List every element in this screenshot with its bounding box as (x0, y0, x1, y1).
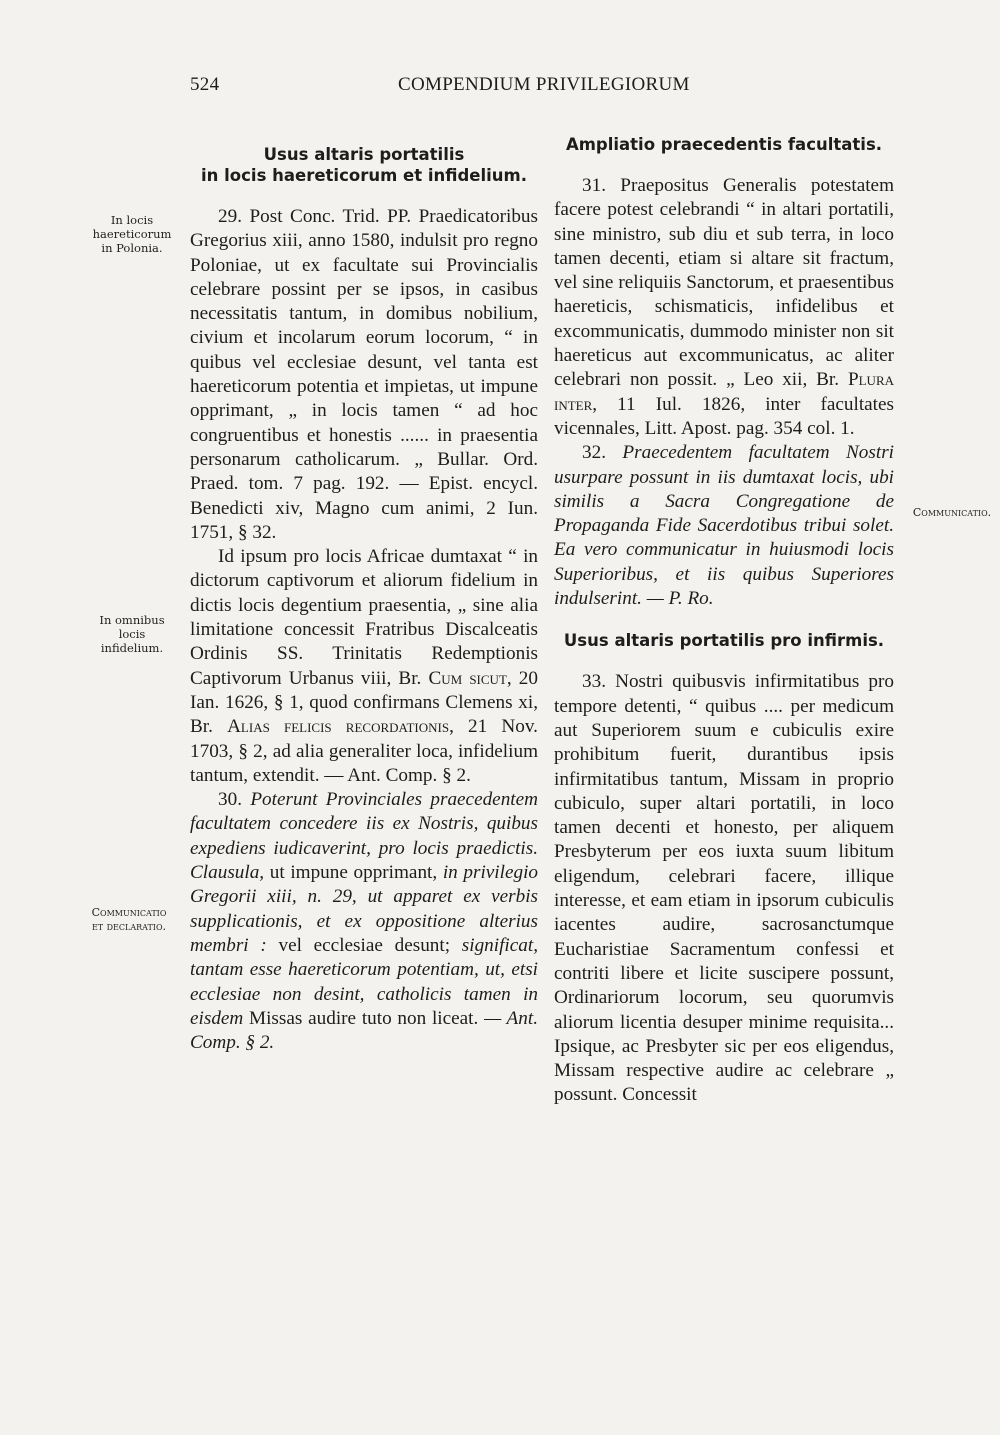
margin-note-infidelium: In omnibus locis infidelium. (99, 613, 165, 655)
margin-note-polonia: In locis haereticorum in Polonia. (92, 213, 172, 255)
paragraph-30: 30. Poterunt Provinciales praecedentem facultatem concedere iis ex Nostris, quibus expediens iudicaverint, pro locis praedictis. Clausula, ut impune opprimant, in privilegio Gregorii xiii, n. 29, ut apparet ex verbis supplicationis, et ex oppositione alterius membri : vel ecclesiae desunt; significat, tantam esse haereticorum potentiam, ut, etsi ecclesiae non desint, catholicis tamen in eisdem Missas audire tuto non liceat. — Ant. Comp. § 2. (190, 789, 538, 1054)
paragraph-id-ipsum: Id ipsum pro locis Africae dumtaxat “ in dictorum captivorum et aliorum fidelium in dictis locis degentium praesentia, „ sine alia limitatione concessit Fratribus Discalceatis Ordinis SS. Trinitatis Redemptionis Captivorum Urbanus viii, Br. Cum sicut, 20 Ian. 1626, § 1, quod confirmans Clemens xi, Br. Alias felicis recordationis, 21 Nov. 1703, § 2, ad alia generaliter loca, infidelium tantum, extendit. — Ant. Comp. § 2. (190, 546, 538, 786)
running-title: COMPENDIUM PRIVILEGIORUM (398, 74, 690, 95)
paragraph-33: 33. Nostri quibusvis infirmitatibus pro tempore detenti, “ quibus .... per medicum aut Superiorem suum e cubiculis exire prohibitum fuerit, durantibus ipsis infirmitatibus tantum, Missam in proprio cubiculo, super altari portatili, in loco tamen decenti et honesto, per aliquem Presbyterum per eos iuxta suum libitum eligendum, celebrari facere, illique interesse, et eam etiam in ipsorum cubiculis iacentes audire, sacrosanctumque Eucharistiae Sacramentum confessi et contriti libere et licite suscipere possunt, Ordinariorum locorum, seu quorumvis aliorum licentia desuper minime requisita... Ipsique, ac Presbyter sic per eos eligendus, Missam respective audire ac celebrare „ possunt. Concessit (554, 671, 894, 1106)
paragraph-31: 31. Praepositus Generalis potestatem facere potest celebrandi “ in altari portatili, sine ministro, sub diu et sub terra, in loco tamen decenti, etiam si altare sit fractum, vel sine reliquiis Sanctorum, et praesentibus haereticis, schismaticis, infidelibus et excommunicatis, dummodo minister non sit haereticus aut excommunicatus, ac aliter celebrari non possit. „ Leo xii, Br. Plura inter, 11 Iul. 1826, inter facultates vicennales, Litt. Apost. pag. 354 col. 1. (554, 175, 894, 439)
paragraph-29: 29. Post Conc. Trid. PP. Praedicatoribus Gregorius xiii, anno 1580, indulsit pro regno Poloniae, ut ex facultate sui Provincialis celebrare possint per se ipsos, in casibus necessitatis tantum, in domibus nobilium, civium et incolarum eorum locorum, “ in quibus vel ecclesiae desunt, vel tanta est haereticorum potentia et impietas, ut impune opprimant, „ in locis tamen “ ad hoc congruentibus et honestis ...... in praesentia personarum catholicarum. „ Bullar. Ord. Praed. tom. 7 pag. 192. — Epist. encycl. Benedicti xiv, Magno cum animi, 2 Iun. 1751, § 32. (190, 206, 538, 543)
left-column (190, 144, 538, 1055)
right-column (554, 134, 894, 1108)
section-heading-ampliatio: Ampliatio praecedentis facultatis. (565, 135, 883, 154)
paragraph-32: 32. Praecedentem facultatem Nostri usurpare possunt in iis dumtaxat locis, ubi similis a Sacra Congregatione de Propaganda Fide Sacerdotibus tribui solet. Ea vero communicatur in huiusmodi locis Superioribus, et iis quibus Superiores indulserint. — P. Ro. (554, 442, 894, 610)
section-heading-altaris: Usus altaris portatilis in locis haereticorum et infidelium. (201, 145, 527, 185)
section-heading-infirmis: Usus altaris portatilis pro infirmis. (563, 631, 885, 651)
margin-note-communicatio: Communicatio et declaratio. (91, 906, 167, 933)
page-header (190, 74, 890, 104)
margin-note-right-communicatio: Communicatio. (912, 506, 992, 519)
page-number: 524 (190, 74, 220, 95)
